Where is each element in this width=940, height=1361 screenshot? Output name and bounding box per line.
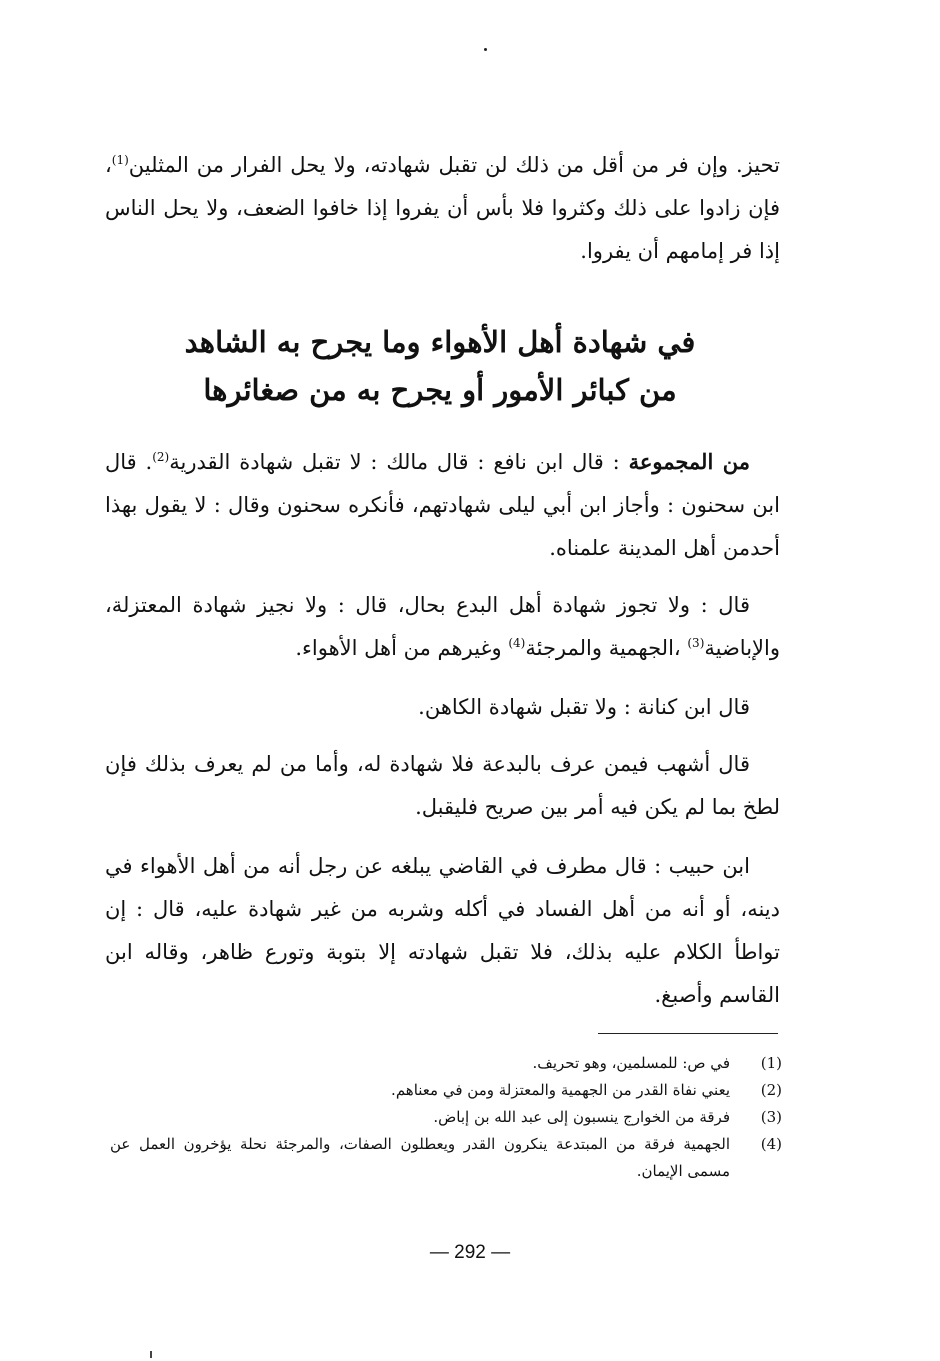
footnote-marker: (2) xyxy=(152,450,170,464)
paragraph-text: قال ابن كنانة : ولا تقبل شهادة الكاهن. xyxy=(418,695,750,719)
heading-line-1: في شهادة أهل الأهواء وما يجرح به الشاهد xyxy=(184,325,696,359)
paragraph-text-continued: وغيرهم من أهل الأهواء. xyxy=(295,636,509,660)
paragraph-ibn-habib xyxy=(105,845,780,1017)
paragraph-text: ابن حبيب : قال مطرف في القاضي يبلغه عن رجل أنه من أهل الأهواء في دينه، أو أنه من أهل الفساد في أكله وشربه من غير شهادة عليه، قال : إن تواطأ الكلام عليه بذلك، فلا تقبل شهادته إلا بتوبة وتورع ظاهر، وقاله ابن القاسم وأصبغ. xyxy=(105,854,780,1007)
paragraph-ibn-kinana xyxy=(105,686,780,729)
footnote-marker: (3) xyxy=(687,636,705,650)
paragraph-text-middle: ،الجهمية والمرجئة xyxy=(525,636,688,660)
footnote-number: (1) xyxy=(760,1054,782,1072)
paragraph-ashhab xyxy=(105,743,780,829)
footnote-item xyxy=(110,1131,782,1185)
footnote-text: فرقة من الخوارج ينسبون إلى عبد الله بن إباض. xyxy=(433,1108,730,1126)
footnote-number: (2) xyxy=(760,1081,782,1099)
top-speck xyxy=(484,48,487,51)
paragraph-bida xyxy=(105,584,780,670)
footnote-number: (3) xyxy=(760,1108,782,1126)
footnote-item xyxy=(110,1077,782,1104)
footnote-number: (4) xyxy=(760,1135,782,1153)
top-paragraph xyxy=(105,144,780,273)
page-number: — 292 — xyxy=(429,1242,511,1263)
section-heading xyxy=(100,318,780,414)
paragraph-text: قال : ولا تجوز شهادة أهل البدع بحال، قال : ولا نجيز شهادة المعتزلة، والإباضية xyxy=(105,593,780,660)
footnote-item xyxy=(110,1104,782,1131)
source-lead: من المجموعة xyxy=(628,449,750,474)
footnote-separator xyxy=(598,1033,778,1034)
paragraph-text-continued: ، فإن زادوا على ذلك وكثروا فلا بأس أن يفروا إذا خافوا الضعف، ولا يحل الناس إذا فر إمامهم أن يفروا. xyxy=(105,153,780,263)
footnotes xyxy=(110,1050,782,1185)
paragraph-majmua xyxy=(105,440,780,570)
paragraph-text: : قال ابن نافع : قال مالك : لا تقبل شهادة القدرية xyxy=(169,450,629,474)
footnote-text: الجهمية فرقة من المبتدعة ينكرون القدر ويعطلون الصفات، والمرجئة نحلة يؤخرون العمل عن مسمى الإيمان. xyxy=(110,1135,730,1180)
footnote-marker: (1) xyxy=(111,153,129,167)
footnote-marker: (4) xyxy=(508,636,526,650)
footnote-text: في ص: للمسلمين، وهو تحريف. xyxy=(532,1054,730,1072)
bottom-speck xyxy=(150,1351,152,1358)
footnote-item xyxy=(110,1050,782,1077)
paragraph-text: تحيز. وإن فر من أقل من ذلك لن تقبل شهادته، ولا يحل الفرار من المثلين xyxy=(128,153,780,177)
paragraph-text: قال أشهب فيمن عرف بالبدعة فلا شهادة له، وأما من لم يعرف بذلك فإن لطخ بما لم يكن فيه أمر بين صريح فليقبل. xyxy=(105,752,780,819)
heading-line-2: من كبائر الأمور أو يجرح به من صغائرها xyxy=(203,373,677,407)
footnote-text: يعني نفاة القدر من الجهمية والمعتزلة ومن في معناهم. xyxy=(391,1081,730,1099)
paragraph-text-continued: . قال ابن سحنون : وأجاز ابن أبي ليلى شهادتهم، فأنكره سحنون وقال : لا يقول بهذا أحدمن أهل المدينة علمناه. xyxy=(105,450,780,560)
